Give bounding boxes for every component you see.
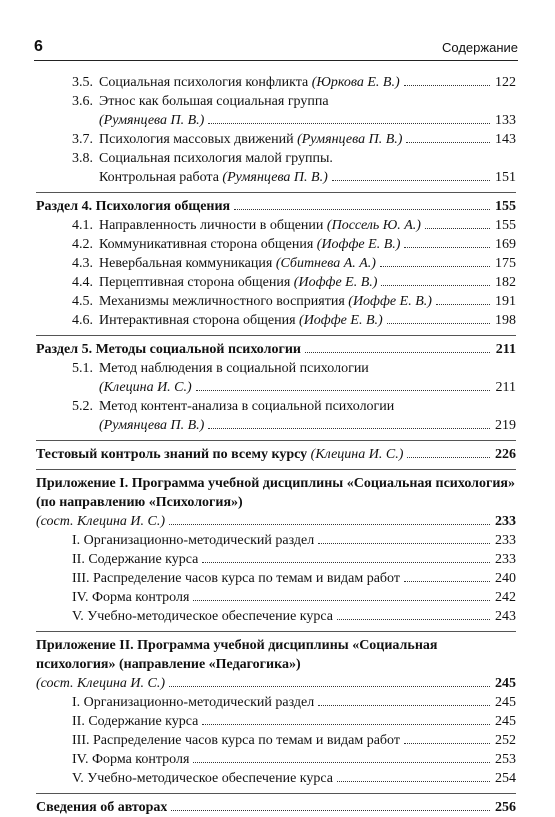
toc-test[interactable]: [36, 445, 516, 464]
item-page: 243: [495, 609, 516, 624]
entry-title: Коммуникативная сторона общения: [99, 237, 314, 252]
leader-dots: [169, 524, 490, 525]
entry-title: Социальная психология конфликта: [99, 75, 309, 90]
appendix-page: 245: [495, 676, 516, 691]
toc-appendix-2-item[interactable]: [72, 693, 516, 712]
toc-appendix-2-item[interactable]: [72, 750, 516, 769]
entry-page: 151: [495, 170, 516, 185]
leader-dots: [208, 123, 490, 124]
section-page: 155: [495, 199, 516, 214]
entry-title: Интерактивная сторона общения: [99, 313, 296, 328]
page-header: [34, 38, 518, 58]
entry-page: 219: [495, 418, 516, 433]
section-divider: [36, 440, 516, 441]
entry-number: 3.5.: [72, 75, 93, 90]
toc-appendix-2-item[interactable]: [72, 769, 516, 788]
entry-author: (Поссель Ю. А.): [326, 218, 421, 233]
leader-dots: [337, 781, 490, 782]
entry-author: (сост. Клецина И. С.): [36, 514, 166, 529]
leader-dots: [404, 743, 490, 744]
toc-entry-3-7[interactable]: [72, 130, 516, 149]
section-divider: [36, 469, 516, 470]
leader-dots: [193, 762, 490, 763]
leader-dots: [337, 619, 490, 620]
leader-dots: [404, 247, 490, 248]
entry-page: 182: [495, 275, 516, 290]
leader-dots: [318, 705, 490, 706]
section-divider: [36, 793, 516, 794]
leader-dots: [193, 600, 490, 601]
toc-appendix-1-item[interactable]: [72, 569, 516, 588]
leader-dots: [202, 724, 490, 725]
leader-dots: [208, 428, 490, 429]
item-page: 252: [495, 733, 516, 748]
item-title: IV. Форма контроля: [72, 752, 190, 767]
item-title: III. Распределение часов курса по темам и видам работ: [72, 571, 400, 586]
item-page: 254: [495, 771, 516, 786]
entry-page: 122: [495, 75, 516, 90]
table-of-contents: [36, 73, 516, 817]
page-number: 6: [34, 38, 43, 55]
toc-entry-4-1[interactable]: [72, 216, 516, 235]
entry-page: 211: [495, 380, 516, 395]
entry-number: 4.6.: [72, 313, 93, 328]
entry-title: Направленность личности в общении: [99, 218, 324, 233]
entry-page: 175: [495, 256, 516, 271]
entry-author: (Румянцева П. В.): [99, 113, 205, 128]
leader-dots: [407, 457, 490, 458]
toc-entry-4-3[interactable]: [72, 254, 516, 273]
item-page: 242: [495, 590, 516, 605]
entry-page: 169: [495, 237, 516, 252]
entry-page: 191: [495, 294, 516, 309]
entry-number: 5.2.: [72, 399, 93, 414]
section-divider: [36, 192, 516, 193]
item-page: 245: [495, 695, 516, 710]
leader-dots: [381, 285, 490, 286]
entry-author: (Румянцева П. В.): [297, 132, 403, 147]
entry-title: Метод контент-анализа в социальной психологии: [99, 399, 395, 414]
appendix-title: Приложение II. Программа учебной дисциплины «Социальная психология» (направление «Педагогика»): [36, 638, 438, 672]
leader-dots: [406, 142, 490, 143]
item-page: 233: [495, 533, 516, 548]
toc-entry-3-8[interactable]: [72, 149, 516, 187]
toc-entry-5-1[interactable]: [72, 359, 516, 397]
toc-entry-4-5[interactable]: [72, 292, 516, 311]
entry-author: (сост. Клецина И. С.): [36, 676, 166, 691]
entry-number: 4.2.: [72, 237, 93, 252]
leader-dots: [318, 543, 490, 544]
entry-title-continued: Контрольная работа: [99, 170, 219, 185]
toc-section-5[interactable]: [36, 340, 516, 359]
toc-entry-3-6[interactable]: [72, 92, 516, 130]
section-title: Сведения об авторах: [36, 800, 168, 815]
entry-page: 198: [495, 313, 516, 328]
entry-title: Метод наблюдения в социальной психологии: [99, 361, 369, 376]
toc-appendix-1-item[interactable]: [72, 531, 516, 550]
entry-author: (Сбитнева А. А.): [275, 256, 376, 271]
entry-author: (Иоффе Е. В.): [316, 237, 401, 252]
leader-dots: [332, 180, 490, 181]
section-divider: [36, 631, 516, 632]
entry-page: 133: [495, 113, 516, 128]
toc-entry-4-4[interactable]: [72, 273, 516, 292]
running-title: Содержание: [442, 40, 518, 55]
section-page: 226: [495, 447, 516, 462]
entry-author: (Иоффе Е. В.): [299, 313, 383, 328]
toc-appendix-1-item[interactable]: [72, 607, 516, 626]
appendix-title: Приложение I. Программа учебной дисциплины «Социальная психология» (по направлению «Психология»): [36, 476, 515, 510]
item-title: V. Учебно-методическое обеспечение курса: [72, 609, 333, 624]
leader-dots: [196, 390, 490, 391]
item-title: II. Содержание курса: [72, 552, 199, 567]
entry-number: 3.7.: [72, 132, 93, 147]
leader-dots: [169, 686, 490, 687]
leader-dots: [234, 209, 490, 210]
toc-entry-4-6[interactable]: [72, 311, 516, 330]
entry-page: 155: [495, 218, 516, 233]
item-title: I. Организационно-методический раздел: [72, 533, 315, 548]
entry-number: 3.8.: [72, 151, 93, 166]
entry-number: 3.6.: [72, 94, 93, 109]
item-title: II. Содержание курса: [72, 714, 199, 729]
item-page: 245: [495, 714, 516, 729]
toc-entry-4-2[interactable]: [72, 235, 516, 254]
entry-number: 5.1.: [72, 361, 93, 376]
entry-title: Невербальная коммуникация: [99, 256, 273, 271]
leader-dots: [202, 562, 490, 563]
section-page: 256: [495, 800, 516, 815]
entry-number: 4.5.: [72, 294, 93, 309]
toc-entry-5-2[interactable]: [72, 397, 516, 435]
leader-dots: [404, 581, 490, 582]
header-rule: [34, 60, 518, 61]
section-title: Раздел 5. Методы социальной психологии: [36, 342, 301, 357]
item-page: 233: [495, 552, 516, 567]
entry-number: 4.1.: [72, 218, 93, 233]
item-title: IV. Форма контроля: [72, 590, 190, 605]
section-page: 211: [495, 342, 516, 357]
entry-author: (Румянцева П. В.): [222, 170, 328, 185]
toc-appendix-2-item[interactable]: [72, 712, 516, 731]
toc-appendix-1[interactable]: [36, 474, 516, 531]
item-title: I. Организационно-методический раздел: [72, 695, 315, 710]
toc-authors[interactable]: [36, 798, 516, 817]
entry-author: (Румянцева П. В.): [99, 418, 205, 433]
entry-title: Механизмы межличностного восприятия: [99, 294, 345, 309]
entry-author: (Иоффе Е. В.): [348, 294, 432, 309]
section-divider: [36, 335, 516, 336]
appendix-page: 233: [495, 514, 516, 529]
leader-dots: [380, 266, 490, 267]
entry-title: Социальная психология малой группы.: [99, 151, 333, 166]
entry-title: Этнос как большая социальная группа: [99, 94, 329, 109]
section-title: Раздел 4. Психология общения: [36, 199, 231, 214]
toc-entry-3-5[interactable]: [72, 73, 516, 92]
entry-author: (Иоффе Е. В.): [293, 275, 378, 290]
toc-appendix-1-item[interactable]: [72, 588, 516, 607]
toc-appendix-1-item[interactable]: [72, 550, 516, 569]
entry-number: 4.3.: [72, 256, 93, 271]
leader-dots: [404, 85, 490, 86]
entry-title: Психология массовых движений: [99, 132, 294, 147]
leader-dots: [425, 228, 490, 229]
entry-author: (Клецина И. С.): [99, 380, 192, 395]
item-page: 240: [495, 571, 516, 586]
entry-page: 143: [495, 132, 516, 147]
leader-dots: [387, 323, 490, 324]
toc-section-4[interactable]: [36, 197, 516, 216]
item-page: 253: [495, 752, 516, 767]
item-title: V. Учебно-методическое обеспечение курса: [72, 771, 333, 786]
leader-dots: [436, 304, 490, 305]
entry-author: (Юркова Е. В.): [311, 75, 400, 90]
item-title: III. Распределение часов курса по темам и видам работ: [72, 733, 400, 748]
entry-number: 4.4.: [72, 275, 93, 290]
toc-appendix-2[interactable]: [36, 636, 516, 693]
entry-title: Перцептивная сторона общения: [99, 275, 291, 290]
leader-dots: [305, 352, 490, 353]
section-title: Тестовый контроль знаний по всему курсу: [36, 447, 308, 462]
toc-appendix-2-item[interactable]: [72, 731, 516, 750]
leader-dots: [171, 810, 490, 811]
entry-author: (Клецина И. С.): [310, 447, 404, 462]
